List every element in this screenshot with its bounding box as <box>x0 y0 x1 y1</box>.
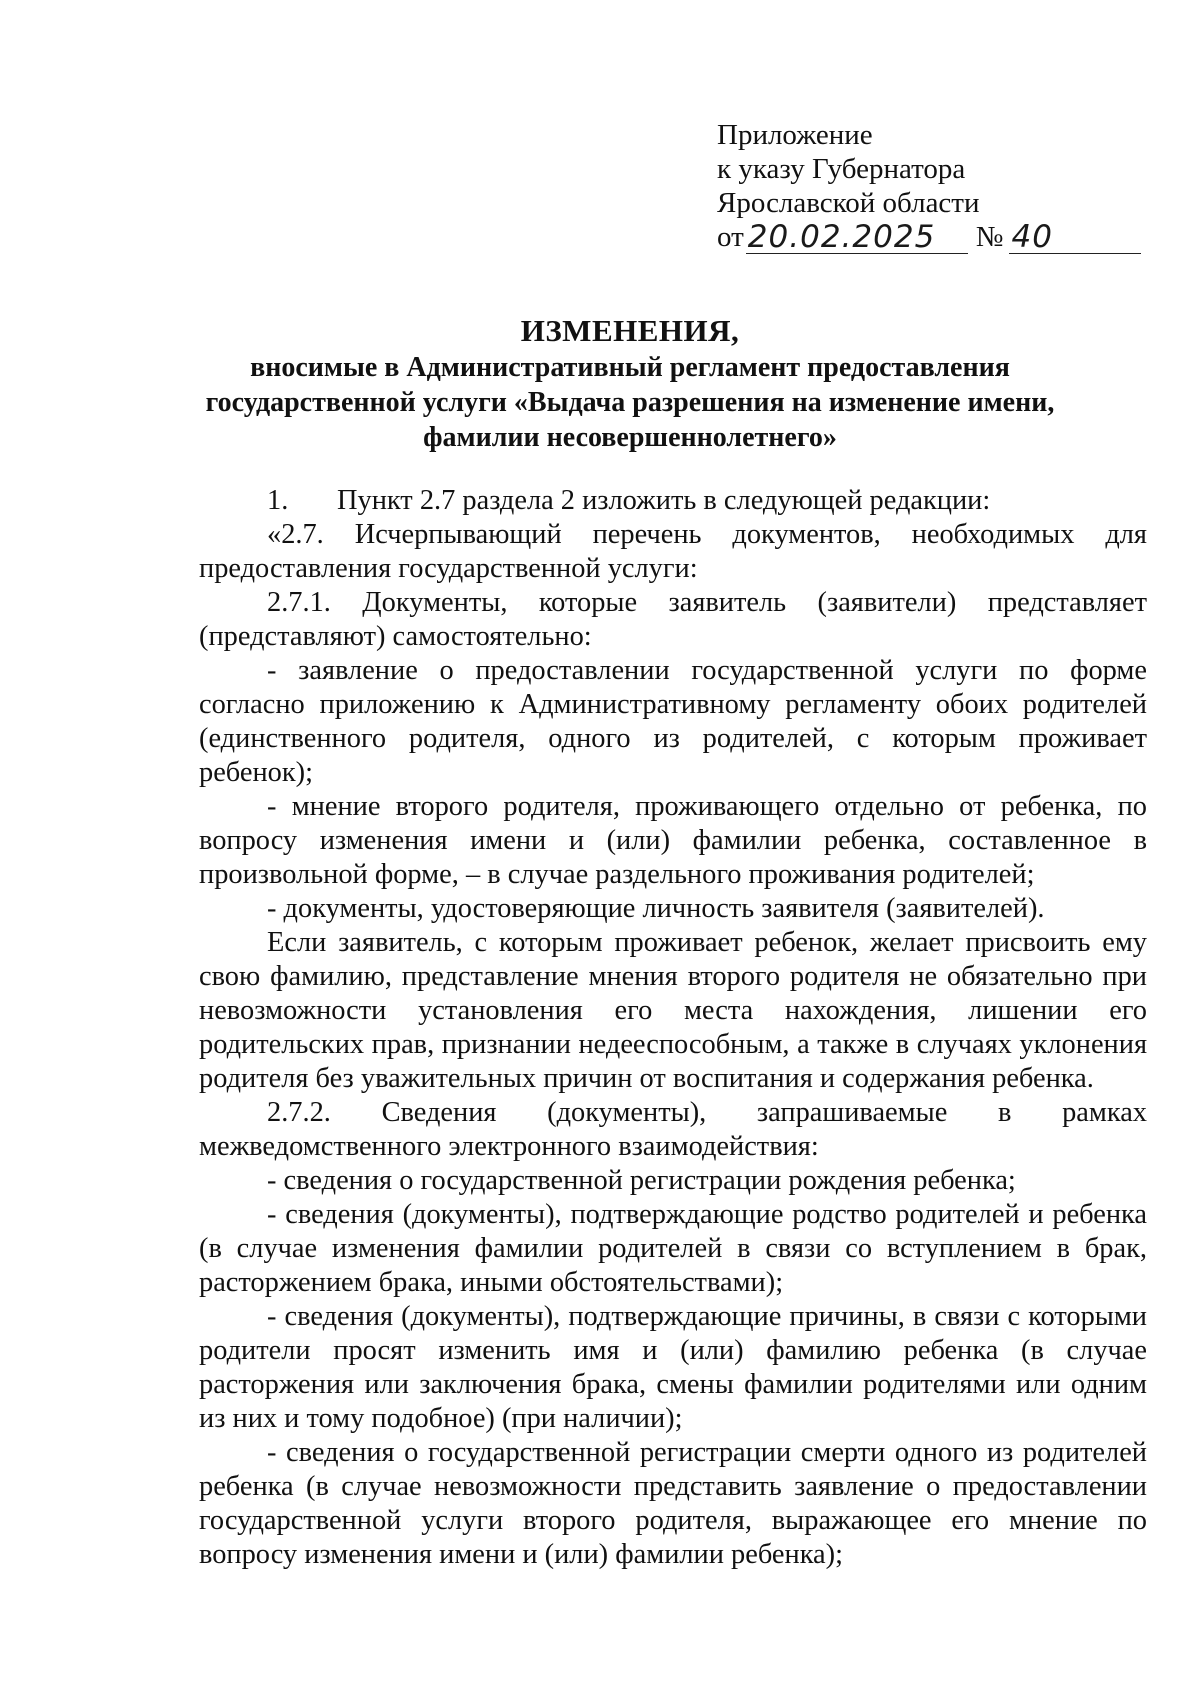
handwritten-number: 40 <box>1009 221 1141 254</box>
paragraph-kinship: - сведения (документы), подтверждающие родство родителей и ребенка (в случае изменения фамилии родителей в связи со вступлением в брак, расторжением брака, иными обстоятельствами); <box>199 1199 1147 1298</box>
document-title <box>150 312 1110 455</box>
item-1 <box>199 484 1147 518</box>
paragraph-birth: - сведения о государственной регистрации рождения ребенка; <box>267 1165 1016 1196</box>
handwritten-date: 20.02.2025 <box>746 221 968 254</box>
appendix-block <box>717 118 1141 254</box>
paragraph-application: - заявление о предоставлении государственной услуги по форме согласно приложению к Административному регламенту обоих родителей (единственного родителя, одного из родителей, с которым проживает ребенок); <box>199 655 1147 788</box>
date-prefix: от <box>717 221 744 253</box>
paragraph-reasons: - сведения (документы), подтверждающие причины, в связи с которыми родители просят изменить имя и (или) фамилию ребенка (в случае расторжения или заключения брака, смены фамилии родителями или одним из них и тому подобное) (при наличии); <box>199 1301 1147 1434</box>
title-main: ИЗМЕНЕНИЯ, <box>520 313 740 348</box>
appendix-line-3: Ярославской области <box>717 187 980 219</box>
appendix-line-2: к указу Губернатора <box>717 153 966 185</box>
appendix-line-1: Приложение <box>717 119 873 151</box>
paragraph-death: - сведения о государственной регистрации смерти одного из родителей ребенка (в случае невозможности представить заявление о предоставлении государственной услуги второго родителя, выражающее его мнение по вопросу изменения имени и (или) фамилии ребенка); <box>199 1437 1147 1570</box>
paragraph-identity: - документы, удостоверяющие личность заявителя (заявителей). <box>267 893 1045 924</box>
document-body <box>199 484 1147 1572</box>
appendix-date-line <box>717 220 1141 254</box>
paragraph-2-7: «2.7. Исчерпывающий перечень документов, необходимых для предоставления государственной услуги: <box>199 519 1147 584</box>
title-subtitle-line-1: вносимые в Административный регламент предоставления <box>250 352 1010 383</box>
paragraph-if-applicant: Если заявитель, с которым проживает ребенок, желает присвоить ему свою фамилию, представление мнения второго родителя не обязательно при невозможности установления его места нахождения, лишении его родительских прав, признании недееспособным, а также в случаях уклонения родителя без уважительных причин от воспитания и содержания ребенка. <box>199 927 1147 1094</box>
item-1-number: 1. <box>267 485 289 516</box>
title-subtitle-line-2: государственной услуги «Выдача разрешения на изменение имени, <box>205 387 1055 418</box>
paragraph-opinion: - мнение второго родителя, проживающего отдельно от ребенка, по вопросу изменения имени и (или) фамилии ребенка, составленное в произвольной форме, – в случае раздельного проживания родителей; <box>199 791 1147 890</box>
number-sign: № <box>975 221 1004 253</box>
item-1-text: Пункт 2.7 раздела 2 изложить в следующей редакции: <box>337 485 991 516</box>
title-subtitle-line-3: фамилии несовершеннолетнего» <box>423 422 837 453</box>
paragraph-2-7-2: 2.7.2. Сведения (документы), запрашиваемые в рамках межведомственного электронного взаимодействия: <box>199 1097 1147 1162</box>
paragraph-2-7-1: 2.7.1. Документы, которые заявитель (заявители) представляет (представляют) самостоятельно: <box>199 587 1147 652</box>
